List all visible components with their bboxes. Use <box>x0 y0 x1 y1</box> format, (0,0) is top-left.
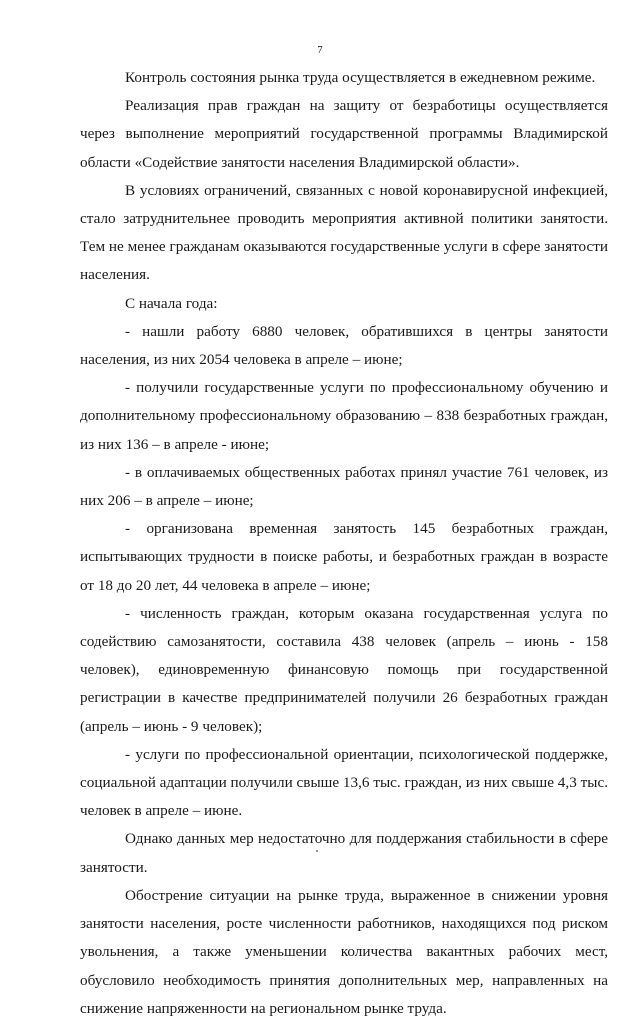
list-item-public-works: - в оплачиваемых общественных работах принял участие 761 человек, из них 206 – в апреле – июне; <box>80 463 608 510</box>
paragraph-labor-market-situation: Обострение ситуации на рынке труда, выраженное в снижении уровня занятости населения, росте численности работников, находящихся под риском увольнения, а также уменьшении количества вакантных рабочих мест, обусловило необходимость принятия дополнительных мер, направленных на снижение напряженности на региональном рынке труда. <box>80 886 608 1017</box>
list-item-temporary-employment: - организована временная занятость 145 безработных граждан, испытывающих трудности в поиске работы, и безработных граждан в возрасте от 18 до 20 лет, 44 человека в апреле – июне; <box>80 520 608 594</box>
document-body <box>80 64 608 1023</box>
list-item-career-guidance: - услуги по профессиональной ориентации, психологической поддержке, социальной адаптации получили свыше 13,6 тыс. граждан, из них свыше 4,3 тыс. человек в апреле – июне. <box>80 745 608 820</box>
scan-artifact <box>316 850 318 852</box>
paragraph-monitoring: Контроль состояния рынка труда осуществляется в ежедневном режиме. <box>125 69 596 86</box>
list-item-vocational-training: - получили государственные услуги по профессиональному обучению и дополнительному профессиональному образованию – 838 безработных граждан, из них 136 – в апреле - июне; <box>80 379 608 453</box>
paragraph-covid-restrictions: В условиях ограничений, связанных с новой коронавирусной инфекцией, стало затруднительнее проводить мероприятия активной политики занятости. Тем не менее гражданам оказываются государственные услуги в сфере занятости населения. <box>80 181 608 284</box>
paragraph-since-start-of-year: С начала года: <box>125 294 218 312</box>
list-item-found-work: - нашли работу 6880 человек, обратившихся в центры занятости населения, из них 2054 человека в апреле – июне; <box>80 322 608 369</box>
list-item-self-employment: - численность граждан, которым оказана государственная услуга по содействию самозанятости, составила 438 человек (апрель – июнь - 158 человек), единовременную финансовую помощь при государственной регистрации в качестве предпринимателей получили 26 безработных граждан (апрель – июнь - 9 человек); <box>80 604 608 735</box>
paragraph-rights-protection: Реализация прав граждан на защиту от безработицы осуществляется через выполнение мероприятий государственной программы Владимирской области «Содействие занятости населения Владимирской области». <box>80 97 608 171</box>
page-number: 7 <box>317 44 323 56</box>
paragraph-insufficient-measures: Однако данных мер недостаточно для поддержания стабильности в сфере занятости. <box>80 830 608 876</box>
